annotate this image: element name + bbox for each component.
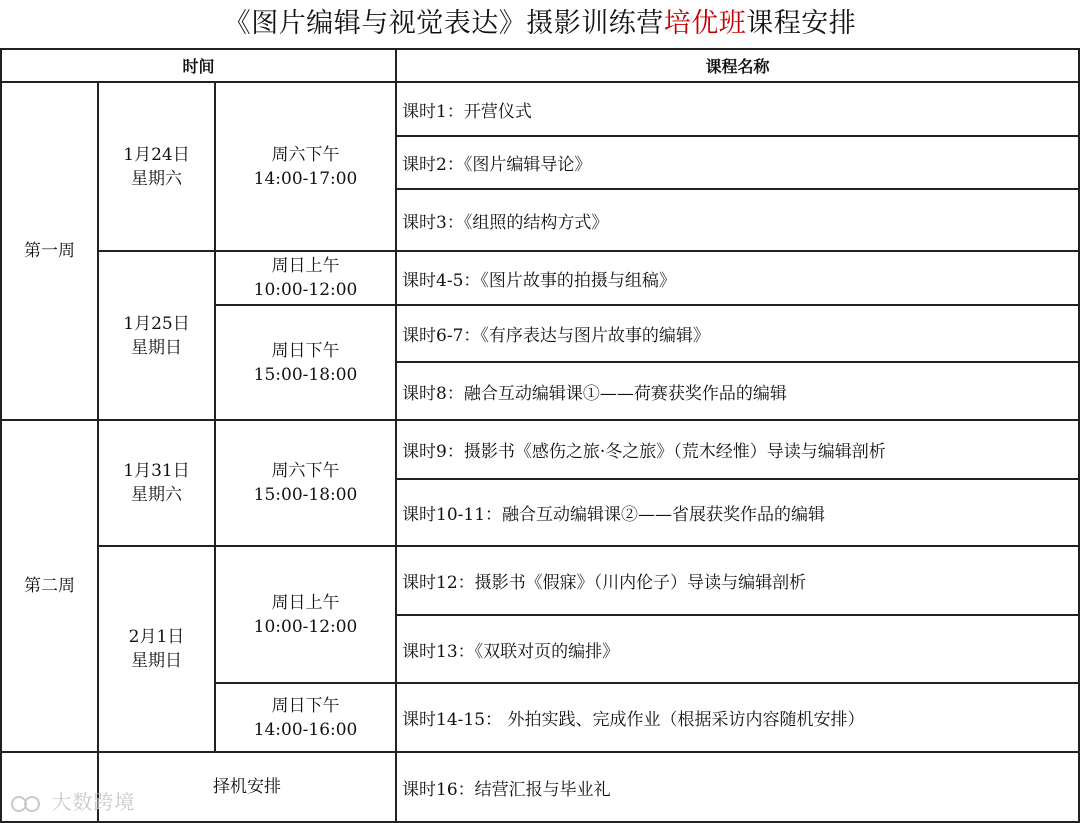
date-text: 1月25日 [123, 313, 190, 334]
table-row [1, 752, 1079, 822]
slot-time: 10:00-12:00 [253, 280, 358, 300]
date-cell [98, 251, 215, 420]
date-text: 2月1日 [128, 627, 185, 647]
weekday-text: 星期日 [131, 337, 182, 358]
course-cell: 课时10-11：融合互动编辑课②——省展获奖作品的编辑 [396, 479, 1079, 546]
header-course: 课程名称 [396, 49, 1079, 82]
slot-time: 15:00-18:00 [253, 364, 358, 385]
slot-cell [215, 546, 396, 683]
table-row [1, 546, 1079, 615]
date-text: 1月24日 [123, 144, 190, 165]
slot-label: 周六下午 [271, 461, 340, 481]
slot-cell [215, 82, 396, 251]
table-row [1, 251, 1079, 305]
page-title [0, 0, 1080, 48]
slot-time: 15:00-18:00 [253, 485, 358, 505]
course-cell: 课时4-5：《图片故事的拍摄与组稿》 [396, 251, 1079, 305]
schedule-table [0, 48, 1080, 823]
header-row [1, 49, 1079, 82]
table-row [1, 420, 1079, 479]
course-cell: 课时3：《组照的结构方式》 [396, 189, 1079, 251]
date-cell [98, 82, 215, 251]
date-text: 1月31日 [123, 461, 190, 481]
table-row [1, 82, 1079, 136]
weekday-text: 星期六 [131, 485, 182, 505]
flex-time-cell: 择机安排 [98, 752, 396, 822]
course-cell: 课时13：《双联对页的编排》 [396, 615, 1079, 683]
watermark [10, 786, 135, 815]
slot-time: 10:00-12:00 [253, 616, 358, 637]
slot-cell [215, 305, 396, 420]
slot-label: 周日上午 [271, 592, 340, 613]
week-cell: 第一周 [1, 82, 98, 420]
slot-cell [215, 251, 396, 305]
slot-label: 周六下午 [271, 144, 340, 165]
slot-time: 14:00-17:00 [253, 168, 358, 189]
weekday-text: 星期六 [131, 168, 182, 189]
watermark-text: 大数跨境 [51, 790, 136, 814]
slot-cell [215, 420, 396, 546]
header-time: 时间 [1, 49, 396, 82]
course-cell: 课时6-7：《有序表达与图片故事的编辑》 [396, 305, 1079, 362]
course-cell: 课时14-15： 外拍实践、完成作业（根据采访内容随机安排） [396, 683, 1079, 752]
course-cell: 课时8：融合互动编辑课①——荷赛获奖作品的编辑 [396, 362, 1079, 420]
date-cell [98, 420, 215, 546]
course-cell: 课时9：摄影书《感伤之旅·冬之旅》（荒木经惟）导读与编辑剖析 [396, 420, 1079, 479]
title-suffix: 课程安排 [746, 8, 857, 39]
title-text: 《图片编辑与视觉表达》摄影训练营 [223, 8, 664, 39]
weekday-text: 星期日 [131, 651, 182, 671]
course-cell: 课时2：《图片编辑导论》 [396, 136, 1079, 189]
slot-label: 周日下午 [271, 340, 340, 361]
watermark-logo-icon [10, 793, 44, 815]
course-cell: 课时16：结营汇报与毕业礼 [396, 752, 1079, 822]
slot-cell [215, 683, 396, 752]
slot-label: 周日上午 [271, 256, 340, 276]
course-cell: 课时12：摄影书《假寐》（川内伦子）导读与编辑剖析 [396, 546, 1079, 615]
date-cell [98, 546, 215, 752]
title-highlight: 培优班 [663, 8, 747, 39]
slot-time: 14:00-16:00 [253, 719, 358, 740]
slot-label: 周日下午 [271, 695, 340, 716]
course-cell: 课时1：开营仪式 [396, 82, 1079, 136]
week-cell: 第二周 [1, 420, 98, 752]
